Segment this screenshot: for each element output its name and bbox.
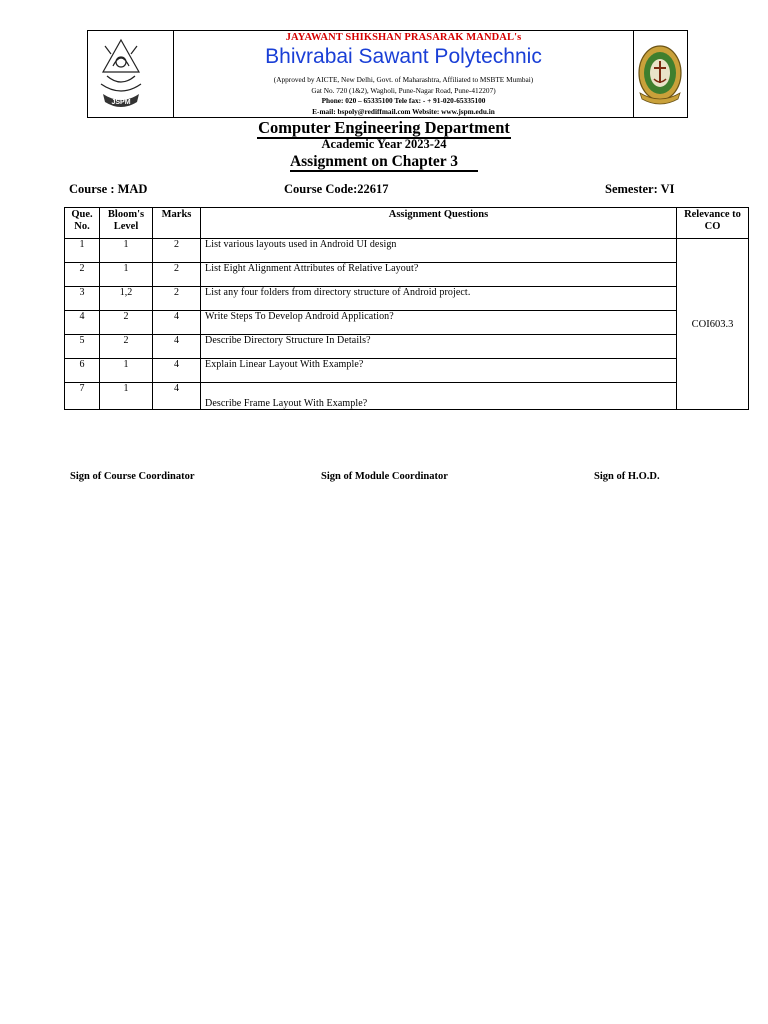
question-number: 4 — [65, 311, 100, 335]
sign-course-coordinator: Sign of Course Coordinator — [70, 471, 195, 482]
header-blooms-level: Bloom's Level — [100, 208, 153, 239]
question-number: 7 — [65, 383, 100, 410]
jspm-logo-text: JSPM — [111, 99, 131, 106]
table-row — [65, 311, 749, 335]
table-row — [65, 263, 749, 287]
approval-text: (Approved by AICTE, New Delhi, Govt. of Maharashtra, Affiliated to MSBTE Mumbai) — [273, 75, 534, 84]
marks: 2 — [153, 239, 201, 263]
blooms-level: 1 — [100, 359, 153, 383]
question-text: List various layouts used in Android UI design — [201, 239, 677, 263]
header-questions: Assignment Questions — [201, 208, 677, 239]
department-heading: Computer Engineering Department — [258, 118, 510, 137]
course-code: Course Code:22617 — [284, 182, 389, 196]
assignment-table — [64, 207, 749, 410]
table-header-row — [65, 208, 749, 239]
question-number: 1 — [65, 239, 100, 263]
college-seal-icon — [634, 41, 687, 109]
relevance-co: COI603.3 — [677, 239, 749, 410]
marks: 2 — [153, 263, 201, 287]
blooms-level: 2 — [100, 335, 153, 359]
marks: 4 — [153, 359, 201, 383]
table-row — [65, 335, 749, 359]
question-text: Describe Directory Structure In Details? — [201, 335, 677, 359]
letterhead-center-cell — [174, 31, 633, 117]
academic-year: Academic Year 2023-24 — [321, 137, 447, 151]
blooms-level: 2 — [100, 311, 153, 335]
question-text: List any four folders from directory structure of Android project. — [201, 287, 677, 311]
blooms-level: 1 — [100, 263, 153, 287]
header-que-no: Que. No. — [65, 208, 100, 239]
marks: 4 — [153, 335, 201, 359]
marks: 2 — [153, 287, 201, 311]
letterhead-right-cell — [633, 31, 687, 117]
table-row — [65, 287, 749, 311]
question-text: Describe Frame Layout With Example? — [201, 383, 677, 410]
question-text: Explain Linear Layout With Example? — [201, 359, 677, 383]
blooms-level: 1 — [100, 239, 153, 263]
header-marks: Marks — [153, 208, 201, 239]
course-name: Course : MAD — [69, 182, 148, 196]
question-text: Write Steps To Develop Android Application? — [201, 311, 677, 335]
jspm-logo-icon — [91, 36, 151, 112]
address-text: Gat No. 720 (1&2), Wagholi, Pune-Nagar Road, Pune-412207) — [311, 86, 496, 95]
marks: 4 — [153, 383, 201, 410]
college-name: Bhivrabai Sawant Polytechnic — [265, 45, 542, 68]
sign-hod: Sign of H.O.D. — [594, 471, 660, 482]
phone-text: Phone: 020 – 65335100 Tele fax: - + 91-020-65335100 — [321, 96, 486, 105]
blooms-level: 1,2 — [100, 287, 153, 311]
header-relevance: Relevance to CO — [677, 208, 749, 239]
blooms-level: 1 — [100, 383, 153, 410]
letterhead — [87, 30, 688, 118]
letterhead-left-cell — [88, 31, 174, 117]
table-row — [65, 383, 749, 410]
trust-name: JAYAWANT SHIKSHAN PRASARAK MANDAL's — [285, 32, 522, 43]
table-row — [65, 359, 749, 383]
question-number: 3 — [65, 287, 100, 311]
semester: Semester: VI — [605, 182, 675, 196]
question-number: 6 — [65, 359, 100, 383]
sign-module-coordinator: Sign of Module Coordinator — [321, 471, 448, 482]
email-website-text: E-mail: bspoly@rediffmail.com Website: www.jspm.edu.in — [312, 107, 495, 116]
marks: 4 — [153, 311, 201, 335]
table-row — [65, 239, 749, 263]
assignment-title: Assignment on Chapter 3 — [0, 153, 768, 171]
question-number: 5 — [65, 335, 100, 359]
question-text: List Eight Alignment Attributes of Relative Layout? — [201, 263, 677, 287]
question-number: 2 — [65, 263, 100, 287]
